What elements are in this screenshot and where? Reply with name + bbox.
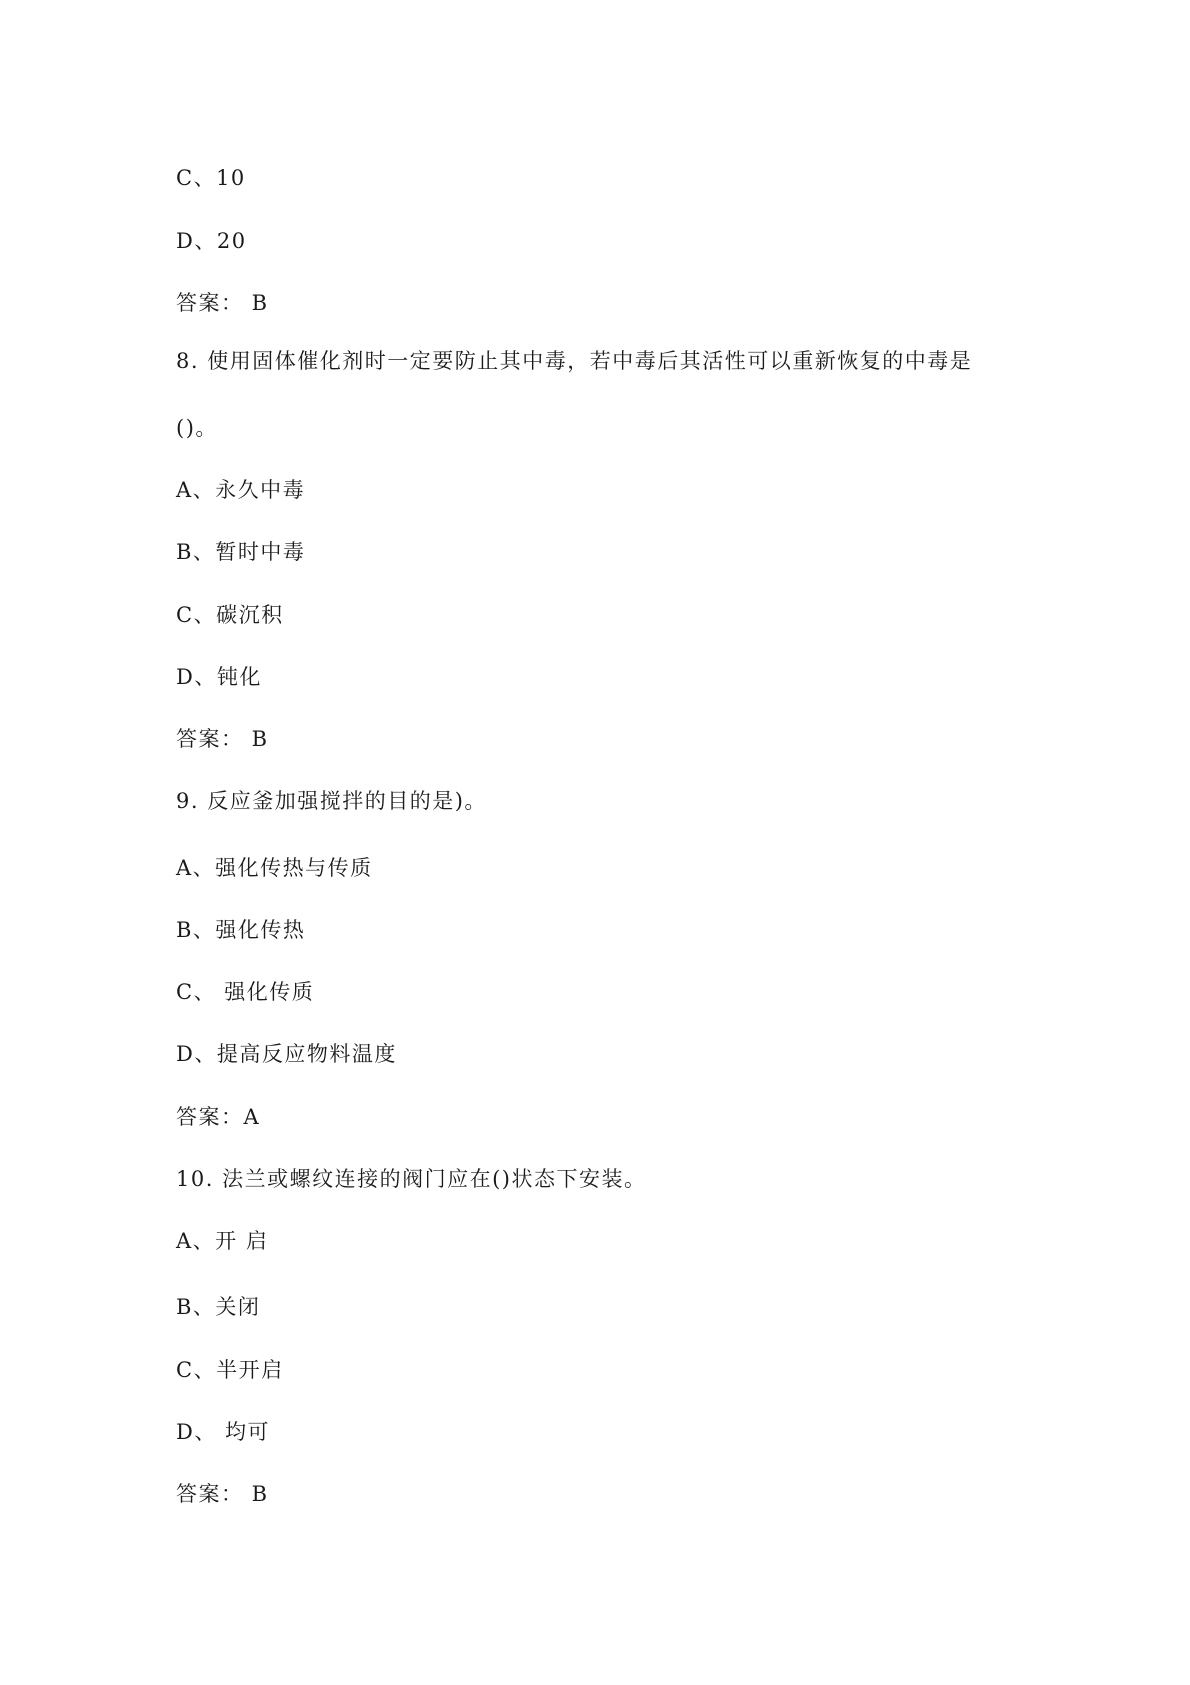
q10-option-a: A、开 启: [176, 1229, 269, 1253]
q9-answer: 答案：A: [176, 1105, 261, 1129]
q7-option-d: D、20: [176, 229, 247, 253]
q10-answer: 答案： B: [176, 1482, 269, 1506]
q8-answer: 答案： B: [176, 727, 269, 751]
q8-option-a: A、永久中毒: [176, 478, 306, 502]
q7-option-c: C、10: [176, 166, 246, 190]
q8-option-c: C、碳沉积: [176, 603, 284, 627]
q9-question: 9. 反应釜加强搅拌的目的是)。: [176, 789, 487, 813]
q9-option-a: A、强化传热与传质: [176, 856, 373, 880]
q9-option-d: D、提高反应物料温度: [176, 1042, 397, 1066]
q10-option-b: B、关闭: [176, 1295, 261, 1319]
q10-option-d: D、 均可: [176, 1420, 271, 1444]
q8-option-d: D、钝化: [176, 665, 262, 689]
q8-option-b: B、暂时中毒: [176, 540, 306, 564]
q9-option-b: B、强化传热: [176, 918, 306, 942]
q10-question: 10. 法兰或螺纹连接的阀门应在()状态下安装。: [176, 1167, 647, 1191]
q7-answer: 答案： B: [176, 291, 269, 315]
q10-option-c: C、半开启: [176, 1358, 284, 1382]
q8-question-line-2: ()。: [176, 416, 218, 440]
q8-question-line-1: 8. 使用固体催化剂时一定要防止其中毒，若中毒后其活性可以重新恢复的中毒是: [176, 349, 973, 373]
q9-option-c: C、 强化传质: [176, 980, 315, 1004]
